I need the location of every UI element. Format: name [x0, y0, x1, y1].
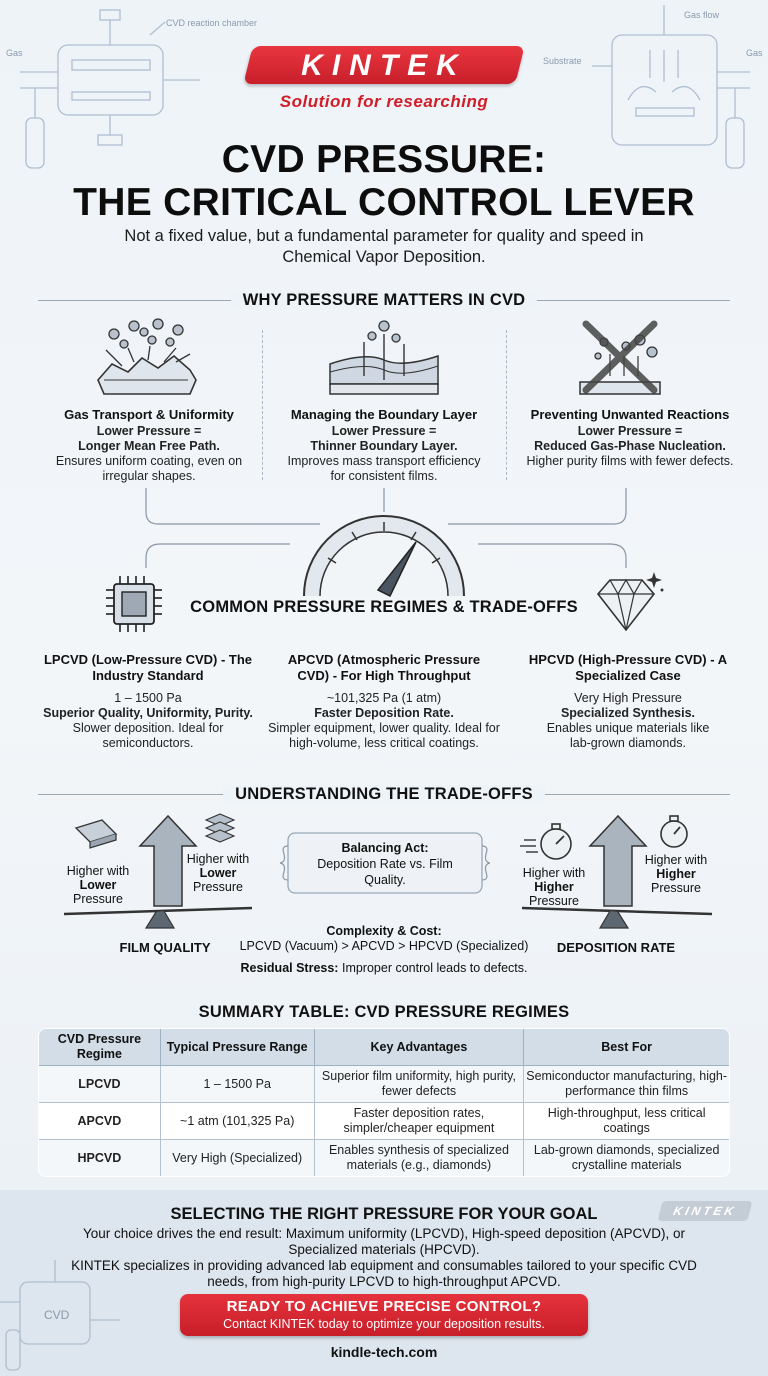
footer-mini-logo: KINTEK — [658, 1201, 753, 1221]
table-cell: APCVD — [39, 1103, 161, 1140]
tradeoffs-section-title: UNDERSTANDING THE TRADE-OFFS — [0, 785, 768, 804]
why-item-1-title: Gas Transport & Uniformity — [64, 407, 234, 422]
table-header: CVD Pressure Regime — [39, 1029, 161, 1066]
table-cell: ~1 atm (101,325 Pa) — [160, 1103, 314, 1140]
table-cell: Enables synthesis of specialized materials (e.g., diamonds) — [314, 1140, 524, 1177]
page-title — [0, 138, 768, 224]
gas-flow-label: Gas flow — [684, 10, 720, 20]
table-cell: Lab-grown diamonds, specialized crystalline materials — [524, 1140, 730, 1177]
regime-hpcvd-title: HPCVD (High-Pressure CVD) - A Specialized Case — [528, 652, 728, 683]
table-cell: High-throughput, less critical coatings — [524, 1103, 730, 1140]
film-quality-label-b: Higher with Lower Pressure — [186, 852, 250, 894]
why-item-3-body: Lower Pressure = Reduced Gas-Phase Nucleation. Higher purity films with fewer defects. — [526, 424, 734, 468]
why-divider-2 — [506, 330, 507, 480]
why-divider-1 — [262, 330, 263, 480]
table-header: Best For — [524, 1029, 730, 1066]
table-cell: Very High (Specialized) — [160, 1140, 314, 1177]
table-row — [39, 1140, 730, 1177]
why-item-3-title: Preventing Unwanted Reactions — [530, 407, 730, 422]
table-row — [39, 1066, 730, 1103]
table-cell: Superior film uniformity, high purity, fewer defects — [314, 1066, 524, 1103]
substrate-label: Substrate — [543, 56, 582, 66]
unwanted-reactions-icon — [574, 318, 666, 400]
table-header: Key Advantages — [314, 1029, 524, 1066]
why-item-2-body: Lower Pressure = Thinner Boundary Layer. Improves mass transport efficiency for consistent films. — [287, 424, 481, 483]
website-link[interactable]: kindle-tech.com — [330, 1344, 438, 1360]
why-item-1-body: Lower Pressure = Longer Mean Free Path. Ensures uniform coating, even on irregular shapes. — [55, 424, 243, 483]
table-cell: 1 – 1500 Pa — [160, 1066, 314, 1103]
table-cell: Faster deposition rates, simpler/cheaper equipment — [314, 1103, 524, 1140]
cta-button[interactable] — [180, 1294, 588, 1336]
title-line-1: CVD PRESSURE: — [221, 138, 547, 181]
deposition-rate-title: DEPOSITION RATE — [556, 940, 676, 955]
svg-text:CVD: CVD — [44, 1308, 70, 1322]
logo-text: KINTEK — [301, 49, 467, 82]
footer-text-1: Your choice drives the end result: Maximum uniformity (LPCVD), High-speed deposition (APCVD), or Specialized materials (HPCVD). — [83, 1226, 685, 1257]
film-quality-title: FILM QUALITY — [119, 940, 211, 955]
table-cell: Semiconductor manufacturing, high-performance thin films — [524, 1066, 730, 1103]
residual-stress: Residual Stress: Improper control leads to defects. — [240, 961, 528, 975]
complexity-cost: Complexity & Cost: LPCVD (Vacuum) > APCVD > HPCVD (Specialized) — [239, 924, 529, 953]
table-cell: HPCVD — [39, 1140, 161, 1177]
table-header-row — [39, 1029, 730, 1066]
why-section-title: WHY PRESSURE MATTERS IN CVD — [0, 291, 768, 310]
table-row — [39, 1103, 730, 1140]
film-quality-label-a: Higher with Lower Pressure — [66, 864, 130, 906]
footer-text-2: KINTEK specializes in providing advanced lab equipment and consumables tailored to your specific CVD needs, from high-purity LPCVD to high-throughput APCVD. — [71, 1258, 697, 1289]
pressure-gauge-icon — [294, 498, 474, 598]
regimes-section-title: COMMON PRESSURE REGIMES & TRADE-OFFS — [190, 598, 578, 616]
gas-transport-icon — [92, 318, 202, 400]
title-line-2: THE CRITICAL CONTROL LEVER — [73, 181, 695, 224]
gas-label-right: Gas — [746, 48, 763, 58]
table-cell: LPCVD — [39, 1066, 161, 1103]
regime-apcvd-body: ~101,325 Pa (1 atm) Faster Deposition Rate. Simpler equipment, lower quality. Ideal for high-volume, less critical coatings. — [268, 691, 500, 750]
deposition-rate-label-a: Higher with Higher Pressure — [522, 866, 586, 908]
regime-lpcvd-body: 1 – 1500 Pa Superior Quality, Uniformity, Purity. Slower deposition. Ideal for semiconductors. — [43, 691, 253, 750]
summary-table — [38, 1028, 730, 1177]
regime-hpcvd-body: Very High Pressure Specialized Synthesis. Enables unique materials like lab-grown diamonds. — [546, 691, 710, 750]
kintek-logo — [248, 46, 520, 116]
table-header: Typical Pressure Range — [160, 1029, 314, 1066]
cvd-chamber-label: CVD reaction chamber — [166, 18, 258, 28]
gas-label-left: Gas — [6, 48, 23, 58]
balance-box: Balancing Act: Deposition Rate vs. Film Quality. — [317, 841, 453, 887]
boundary-layer-icon — [326, 318, 442, 400]
summary-table-title: SUMMARY TABLE: CVD PRESSURE REGIMES — [198, 1003, 570, 1021]
why-item-2-title: Managing the Boundary Layer — [290, 407, 478, 422]
deposition-rate-label-b: Higher with Higher Pressure — [644, 853, 708, 895]
logo-tagline: Solution for researching — [279, 92, 489, 111]
cta-title: READY TO ACHIEVE PRECISE CONTROL? — [226, 1298, 542, 1315]
regime-lpcvd-title: LPCVD (Low-Pressure CVD) - The Industry Standard — [43, 652, 253, 683]
cta-subtitle: Contact KINTEK today to optimize your deposition results. — [223, 1317, 545, 1331]
regime-apcvd-title: APCVD (Atmospheric Pressure CVD) - For High Throughput — [287, 652, 481, 683]
footer-title: SELECTING THE RIGHT PRESSURE FOR YOUR GOAL — [170, 1205, 598, 1223]
page-subtitle: Not a fixed value, but a fundamental parameter for quality and speed in Chemical Vapor Deposition. — [124, 227, 644, 266]
